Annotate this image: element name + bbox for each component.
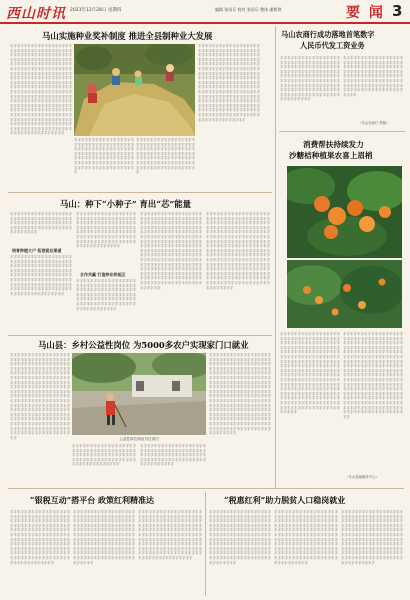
article-text-block: 丰字丰字丰字丰字丰字丰字丰字丰字丰字丰字丰字丰字丰字丰字丰字丰字丰字丰字丰字丰字丰字丰字丰字丰字丰字丰字丰字丰字丰字丰字丰字丰字丰字丰字丰字丰字丰字丰字丰字丰字丰字丰字丰字丰字丰字丰字丰字丰字丰字丰字丰字丰字丰字丰字丰字丰字丰字丰字丰字丰字丰字丰字丰字丰字丰字丰字丰字丰字丰字丰字丰字丰字丰字丰字丰字丰字丰字丰字丰字丰字丰字丰字丰字丰字丰字丰字丰字丰字丰字丰字丰字丰字丰字丰字丰字丰字丰字丰字丰字丰字丰字丰字丰字丰字丰字丰字丰字丰字丰字丰字丰字丰字丰字丰字丰字丰字丰字丰字丰字丰字丰字丰字丰字丰字丰字丰字丰字丰字丰字丰字丰字丰字丰字丰字丰字丰字丰字丰字丰字丰字丰字丰字丰字丰字丰字丰字丰字丰字丰字丰字丰字 <box>198 44 260 122</box>
article-text-block: 丰字丰字丰字丰字丰字丰字丰字丰字丰字丰字丰字丰字丰字丰字丰字丰字丰字丰字丰字丰字丰字丰字丰字丰字丰字丰字丰字丰字丰字丰字丰字丰字丰字丰字丰字丰字丰字丰字丰字丰字丰字丰字丰字丰字丰字丰字丰字丰字丰字丰字丰字丰字丰字丰字丰字丰字丰字丰字丰字丰字丰字丰字丰字丰字丰字丰字丰字丰字丰字丰字丰字丰字丰字丰字丰字丰字丰字丰字丰字丰字丰字丰字丰字丰字丰字丰字丰字丰字丰字丰字丰字丰字丰字丰字丰字丰字丰字丰字 <box>138 510 202 560</box>
column-divider <box>205 492 206 596</box>
article-text-block: 丰字丰字丰字丰字丰字丰字丰字丰字丰字丰字丰字丰字丰字丰字丰字丰字丰字丰字丰字丰字丰字丰字丰字丰字丰字丰字丰字丰字丰字丰字丰字丰字丰字丰字丰字丰字丰字丰字丰字丰字丰字丰字丰字丰字丰字丰字丰字丰字丰字丰字丰字丰字丰字丰字丰字丰字丰字丰字丰字丰字 <box>136 138 195 175</box>
headline-public-welfare-jobs: 马山县：乡村公益性岗位 为5000多农户实现家门口就业 <box>38 340 249 350</box>
article-text-block: 丰字丰字丰字丰字丰字丰字丰字丰字丰字丰字丰字丰字丰字丰字丰字丰字丰字丰字丰字丰字丰字丰字丰字丰字丰字丰字丰字丰字丰字丰字丰字丰字丰字丰字丰字丰字丰字丰字丰字丰字丰字丰字丰字丰字丰字丰字丰字丰字丰字丰字丰字丰字丰字丰字丰字丰字丰字丰字丰字丰字丰字丰字丰字丰字丰字丰字丰字丰字丰字丰字丰字丰字丰字丰字丰字丰字丰字丰字丰字丰字丰字丰字丰字丰字丰字丰字丰字丰字丰字丰字丰字丰字丰字丰字丰字丰字丰字丰字丰字丰字丰字丰字丰字丰字丰字丰字丰字丰字丰字丰字丰字丰字丰字丰字丰字丰字丰字丰字丰字丰字丰字丰字丰字丰字丰字丰字丰字丰字丰字丰字丰字丰字丰字丰字丰字丰字丰字丰字丰字丰字丰字丰字丰字丰字丰字丰字丰字丰字丰字丰字丰字丰字丰字丰字丰字丰字丰字丰字丰字丰字丰字丰字丰字丰字丰字丰字丰字丰字丰字丰字丰字丰字丰字丰字丰字丰字丰字丰字丰字 <box>10 44 72 136</box>
newspaper-logo: 西山时讯 <box>6 6 66 22</box>
page-number: 3 <box>392 2 403 20</box>
photo-corn-harvest <box>74 44 195 136</box>
section-divider <box>279 131 405 132</box>
photo-citrus-orchard <box>287 260 402 328</box>
article-text-block: 丰字丰字丰字丰字丰字丰字丰字丰字丰字丰字丰字丰字丰字丰字丰字丰字丰字丰字丰字丰字丰字丰字丰字丰字丰字丰字丰字丰字丰字丰字丰字丰字丰字丰字丰字丰字丰字丰字丰字丰字丰字丰字丰字丰字丰字丰字丰字丰字丰字丰字丰字丰字丰字丰字丰字丰字丰字丰字丰字丰字丰字丰字丰字丰字丰字丰字丰字丰字丰字丰字 <box>343 56 403 97</box>
article-text-block: 丰字丰字丰字丰字丰字丰字丰字丰字丰字丰字丰字丰字丰字丰字丰字丰字丰字丰字丰字丰字丰字丰字丰字丰字丰字丰字丰字丰字丰字丰字丰字丰字丰字丰字丰字丰字丰字丰字丰字丰字丰字丰字丰字丰字丰字丰字丰字丰字丰字丰字丰字丰字丰字丰字丰字丰字丰字丰字丰字丰字丰字丰字丰字丰字丰字丰字丰字丰字丰字丰字丰字丰字丰字丰字丰字丰字丰字丰字丰字丰字丰字丰字丰字丰字丰字丰字丰字丰字丰字丰字丰字丰字丰字丰字丰字丰字丰字丰字丰字丰字丰字丰字 <box>73 510 135 565</box>
article-text-block: 丰字丰字丰字丰字丰字丰字丰字丰字丰字丰字丰字丰字丰字丰字丰字丰字丰字丰字丰字丰字丰字丰字丰字丰字丰字丰字丰字丰字丰字丰字丰字丰字丰字丰字丰字丰字丰字丰字丰字丰字丰字丰字丰字丰字丰字丰字丰字丰字丰字丰字丰字丰字丰字丰字丰字丰字丰字丰字丰字丰字丰字丰字丰字丰字丰字丰字丰字丰字丰字丰字丰字丰字丰字丰字丰字丰字丰字丰字丰字丰字丰字丰字丰字丰字丰字丰字丰字丰字丰字丰字丰字丰字丰字丰字丰字丰字丰字丰字丰字丰字丰字丰字丰字丰字丰字丰字丰字丰字丰字丰字丰字丰字丰字丰字丰字丰字丰字丰字丰字丰字丰字丰字丰字丰字丰字丰字丰字丰字丰字丰字丰字丰字丰字丰字丰字丰字丰字丰字丰字丰字丰字丰字丰字丰字丰字丰字丰字丰字丰字丰字丰字丰字丰字丰字 <box>343 332 403 419</box>
photo-street-sweeper <box>72 353 206 435</box>
headline-digital-rmb-line2: 人民币代发工资业务 <box>300 41 365 50</box>
editor-credits: 编辑 张雨乐 校对 张雨乐 整体 潘紫琪 <box>215 7 282 12</box>
headline-tax-bonus: “税惠红利”助力脱贫人口稳岗就业 <box>224 495 346 505</box>
article-text-block: 丰字丰字丰字丰字丰字丰字丰字丰字丰字丰字丰字丰字丰字丰字丰字丰字丰字丰字丰字丰字丰字丰字丰字丰字丰字丰字丰字丰字丰字丰字丰字丰字丰字丰字丰字丰字丰字丰字丰字丰字丰字丰字丰字 <box>72 444 136 467</box>
section-divider <box>8 488 404 489</box>
article-text-block: 丰字丰字丰字丰字丰字丰字丰字丰字丰字丰字丰字丰字丰字丰字丰字丰字丰字丰字丰字丰字丰字丰字丰字丰字丰字丰字丰字丰字丰字丰字丰字丰字丰字丰字丰字丰字丰字丰字丰字丰字丰字丰字丰字丰字丰字丰字丰字丰字丰字丰字丰字丰字丰字丰字丰字丰字丰字丰字丰字丰字丰字丰字丰字丰字丰字丰字丰字丰字丰字丰字丰字丰字丰字丰字丰字丰字丰字丰字丰字丰字丰字丰字丰字丰字丰字丰字丰字丰字丰字丰字丰字丰字丰字丰字丰字丰字丰字丰字丰字丰字 <box>10 510 70 565</box>
headline-small-seeds: 马山：种下“小种子” 育出“芯”能量 <box>60 199 192 209</box>
article-text-block: 丰字丰字丰字丰字丰字丰字丰字丰字丰字丰字丰字丰字丰字丰字丰字丰字丰字丰字丰字丰字丰字丰字丰字丰字丰字丰字丰字丰字丰字丰字丰字丰字丰字丰字丰字丰字丰字丰字丰字丰字丰字丰字丰字丰字丰字丰字丰字丰字丰字丰字丰字丰字丰字丰字丰字丰字丰字丰字丰字丰字 <box>74 138 134 175</box>
article-text-block: 丰字丰字丰字丰字丰字丰字丰字丰字丰字丰字丰字丰字丰字丰字丰字丰字丰字丰字丰字丰字丰字丰字丰字丰字丰字丰字丰字丰字丰字丰字丰字丰字丰字丰字丰字丰字丰字丰字丰字丰字丰字丰字丰字丰字丰字丰字丰字丰字丰字丰字丰字丰字丰字丰字丰字丰字丰字丰字丰字丰字丰字丰字丰字丰字丰字丰字丰字丰字丰字丰字丰字丰字丰字丰字丰字丰字丰字丰字丰字丰字丰字丰字丰字丰字丰字丰字丰字丰字丰字丰字丰字丰字丰字丰字丰字丰字丰字丰字丰字丰字丰字丰字丰字丰字丰字丰字丰字丰字丰字丰字丰字丰字丰字丰字丰字丰字丰字丰字丰字丰字丰字丰字丰字丰字丰字丰字丰字丰字丰字丰字丰字丰字丰字丰字丰字丰字丰字丰字丰字丰字丰字丰字丰字丰字丰字丰字丰字丰字丰字丰字丰字丰字丰字丰字 <box>10 353 70 440</box>
headline-citrus-line1: 消费帮扶持续发力 <box>303 140 364 149</box>
section-title: 要 闻 <box>346 5 385 21</box>
article-credit: （马山农商行 供稿） <box>358 121 390 125</box>
article-text-block: 丰字丰字丰字丰字丰字丰字丰字丰字丰字丰字丰字丰字丰字丰字丰字丰字丰字丰字丰字丰字丰字丰字丰字丰字丰字丰字丰字丰字丰字丰字丰字丰字丰字丰字丰字丰字丰字丰字丰字丰字丰字丰字丰字丰字丰字丰字丰字丰字丰字丰字丰字丰字丰字丰字丰字丰字丰字丰字丰字丰字丰字丰字丰字丰字丰字丰字丰字丰字丰字丰字丰字丰字丰字丰字丰字丰字丰字丰字丰字丰字丰字丰字丰字丰字丰字丰字丰字丰字丰字丰字丰字丰字丰字丰字丰字丰字丰字丰字丰字丰字丰字丰字丰字丰字丰字丰字丰字丰字丰字丰字丰字丰字丰字丰字丰字丰字丰字丰字丰字丰字丰字丰字丰字丰字丰字丰字丰字丰字丰字丰字丰字丰字丰字丰字丰字丰字丰字丰字丰字丰字丰字丰字丰字丰字丰字丰字丰字丰字丰字丰字丰字丰字丰字丰字丰字丰字丰字 <box>209 353 271 436</box>
article-text-block: 丰字丰字丰字丰字丰字丰字丰字丰字丰字丰字丰字丰字丰字丰字丰字丰字丰字丰字丰字丰字丰字丰字丰字丰字丰字丰字丰字丰字丰字丰字丰字丰字丰字丰字丰字丰字丰字丰字丰字丰字丰字丰字丰字丰字丰字丰字丰字丰字丰字丰字丰字丰字丰字丰字丰字丰字丰字丰字丰字丰字丰字丰字丰字丰字丰字丰字 <box>76 212 136 249</box>
article-text-block: 丰字丰字丰字丰字丰字丰字丰字丰字丰字丰字丰字丰字丰字丰字丰字丰字丰字丰字丰字丰字丰字丰字丰字丰字丰字丰字丰字丰字丰字丰字丰字丰字丰字丰字丰字丰字丰字丰字丰字丰字丰字丰字丰字丰字丰字丰字丰字丰字丰字丰字丰字丰字丰字丰字丰字丰字丰字丰字丰字丰字丰字丰字丰字丰字丰字丰字丰字丰字丰字丰字丰字丰字丰字丰字丰字丰字丰字丰字丰字丰字丰字丰字丰字丰字丰字丰字丰字丰字丰字丰字丰字丰字丰字丰字丰字丰字丰字丰字丰字丰字丰字丰字丰字丰字丰字丰字丰字丰字丰字丰字丰字丰字丰字丰字丰字丰字丰字丰字丰字丰字丰字丰字丰字丰字丰字丰字丰字丰字丰字丰字丰字丰字丰字丰字丰字丰字丰字丰字丰字丰字丰字丰字丰字丰字丰字丰字丰字 <box>280 332 340 415</box>
article-text-block: 丰字丰字丰字丰字丰字丰字丰字丰字丰字丰字丰字丰字丰字丰字丰字丰字丰字丰字丰字丰字丰字丰字丰字丰字丰字丰字丰字丰字丰字丰字丰字丰字丰字丰字丰字丰字丰字丰字丰字丰字丰字丰字丰字丰字丰字丰字丰字丰字丰字丰字丰字丰字丰字丰字丰字丰字丰字丰字丰字丰字丰字丰字丰字丰字丰字丰字丰字丰字丰字丰字丰字丰字丰字丰字丰字丰字丰字丰字丰字丰字丰字 <box>280 56 340 102</box>
column-divider <box>275 26 276 488</box>
headline-silver-tax: “银税互动”搭平台 政策红利精准达 <box>30 495 154 505</box>
article-text-block: 丰字丰字丰字丰字丰字丰字丰字丰字丰字丰字丰字丰字丰字丰字丰字丰字丰字丰字丰字丰字丰字丰字丰字丰字丰字丰字丰字丰字丰字丰字丰字丰字丰字丰字丰字丰字丰字丰字丰字丰字丰字丰字丰字丰字丰字丰字丰字丰字丰字丰字丰字丰字丰字丰字丰字丰字丰字丰字丰字丰字丰字丰字丰字丰字丰字丰字丰字丰字丰字丰字丰字丰字丰字丰字丰字丰字丰字丰字丰字丰字 <box>10 255 72 296</box>
section-divider <box>8 192 272 193</box>
article-text-block: 丰字丰字丰字丰字丰字丰字丰字丰字丰字丰字丰字丰字丰字丰字丰字丰字丰字丰字丰字丰字丰字丰字丰字丰字丰字丰字丰字丰字丰字丰字丰字丰字丰字丰字丰字丰字丰字丰字丰字丰字丰字丰字丰字丰字丰字丰字丰字丰字丰字丰字丰字丰字丰字丰字丰字丰字丰字 <box>76 279 136 311</box>
article-text-block: 丰字丰字丰字丰字丰字丰字丰字丰字丰字丰字丰字丰字丰字丰字丰字丰字丰字丰字丰字丰字丰字丰字丰字丰字丰字丰字丰字丰字丰字丰字丰字丰字丰字丰字丰字丰字丰字丰字丰字丰字丰字丰字丰字丰字丰字丰字丰字丰字丰字丰字丰字丰字丰字丰字丰字丰字丰字丰字丰字丰字丰字丰字丰字丰字丰字丰字丰字丰字丰字丰字丰字丰字丰字丰字丰字丰字丰字丰字丰字丰字丰字丰字丰字丰字丰字丰字丰字丰字丰字丰字丰字丰字丰字丰字丰字丰字丰字丰字丰字丰字丰字丰字丰字丰字 <box>274 510 338 565</box>
headline-digital-rmb-line1: 马山农商行成功落地首笔数字 <box>281 30 375 39</box>
section-divider <box>8 335 272 336</box>
subhead-cooperation: 合作共赢 打造种业样板区 <box>80 272 126 277</box>
article-text-block: 丰字丰字丰字丰字丰字丰字丰字丰字丰字丰字丰字丰字丰字丰字丰字丰字丰字丰字丰字丰字丰字丰字丰字丰字丰字丰字丰字丰字丰字丰字丰字丰字丰字丰字丰字丰字丰字丰字丰字丰字丰字丰字丰字丰字丰字丰字丰字丰字丰字丰字丰字丰字丰字丰字丰字丰字丰字丰字丰字丰字丰字丰字丰字丰字丰字丰字丰字丰字丰字丰字丰字丰字丰字丰字丰字丰字丰字丰字丰字丰字丰字丰字丰字丰字丰字丰字丰字丰字丰字丰字丰字丰字丰字丰字丰字丰字丰字丰字丰字丰字丰字丰字丰字丰字 <box>341 510 403 565</box>
article-text-block: 丰字丰字丰字丰字丰字丰字丰字丰字丰字丰字丰字丰字丰字丰字丰字丰字丰字丰字丰字丰字丰字丰字丰字丰字丰字丰字丰字丰字丰字丰字丰字丰字丰字丰字丰字丰字丰字丰字丰字丰字丰字丰字丰字丰字丰字丰字丰字丰字丰字丰字丰字丰字丰字丰字丰字丰字丰字丰字丰字丰字丰字丰字丰字丰字丰字丰字丰字丰字丰字丰字丰字丰字丰字丰字丰字丰字丰字丰字丰字丰字丰字丰字丰字丰字丰字丰字丰字丰字丰字丰字丰字丰字丰字丰字丰字丰字丰字丰字丰字丰字丰字丰字丰字丰字丰字丰字丰字丰字丰字丰字丰字丰字丰字丰字丰字丰字丰字丰字丰字丰字丰字丰字丰字丰字丰字丰字丰字丰字丰字丰字丰字丰字丰字丰字丰字丰字丰字丰字丰字丰字丰字丰字丰字丰字丰字丰字丰字 <box>140 212 202 290</box>
photo-citrus-tree <box>287 166 402 258</box>
article-credit: （马山县融媒体中心） <box>345 475 379 479</box>
article-text-block: 丰字丰字丰字丰字丰字丰字丰字丰字丰字丰字丰字丰字丰字丰字丰字丰字丰字丰字丰字丰字丰字丰字丰字丰字丰字丰字丰字丰字丰字丰字丰字丰字丰字丰字丰字丰字丰字丰字丰字丰字 <box>10 212 72 235</box>
subhead-planting: 培育种植大户 拓宽就业渠道 <box>12 248 62 253</box>
headline-citrus-line2: 沙糖桔种植果农喜上眉梢 <box>289 151 373 160</box>
photo-caption: 公益性岗位保洁员在清扫 <box>119 437 159 441</box>
headline-seed-industry: 马山实施种业奖补制度 推进全县制种业大发展 <box>42 31 213 41</box>
issue-date: 2023年12月28日 星期四 <box>70 8 122 13</box>
article-text-block: 丰字丰字丰字丰字丰字丰字丰字丰字丰字丰字丰字丰字丰字丰字丰字丰字丰字丰字丰字丰字丰字丰字丰字丰字丰字丰字丰字丰字丰字丰字丰字丰字丰字丰字丰字丰字丰字丰字丰字丰字丰字丰字丰字丰字丰字丰字丰字丰字丰字丰字丰字丰字丰字丰字丰字丰字丰字丰字丰字丰字丰字丰字丰字丰字丰字丰字丰字丰字丰字丰字丰字丰字丰字丰字丰字丰字丰字丰字丰字丰字丰字丰字丰字丰字丰字丰字丰字丰字丰字丰字丰字丰字丰字丰字丰字丰字丰字丰字丰字丰字丰字丰字丰字 <box>209 510 271 565</box>
article-text-block: 丰字丰字丰字丰字丰字丰字丰字丰字丰字丰字丰字丰字丰字丰字丰字丰字丰字丰字丰字丰字丰字丰字丰字丰字丰字丰字丰字丰字丰字丰字丰字丰字丰字丰字丰字丰字丰字丰字丰字丰字丰字丰字丰字丰字丰字丰字丰字丰字丰字丰字丰字丰字丰字丰字丰字丰字丰字丰字丰字丰字丰字丰字丰字丰字丰字丰字丰字丰字丰字丰字丰字丰字丰字丰字丰字丰字丰字丰字丰字丰字丰字丰字丰字丰字丰字丰字丰字丰字丰字丰字丰字丰字丰字丰字丰字丰字丰字丰字丰字丰字丰字丰字丰字丰字丰字丰字丰字丰字丰字丰字丰字丰字丰字丰字丰字丰字丰字丰字丰字丰字丰字丰字丰字丰字丰字丰字丰字丰字丰字丰字丰字丰字丰字丰字丰字丰字丰字丰字丰字丰字丰字丰字丰字丰字丰字丰字丰字丰字 <box>206 212 270 290</box>
article-text-block: 丰字丰字丰字丰字丰字丰字丰字丰字丰字丰字丰字丰字丰字丰字丰字丰字丰字丰字丰字丰字丰字丰字丰字丰字丰字丰字丰字丰字丰字丰字丰字丰字丰字丰字丰字丰字丰字丰字丰字丰字丰字丰字丰字 <box>140 444 206 467</box>
